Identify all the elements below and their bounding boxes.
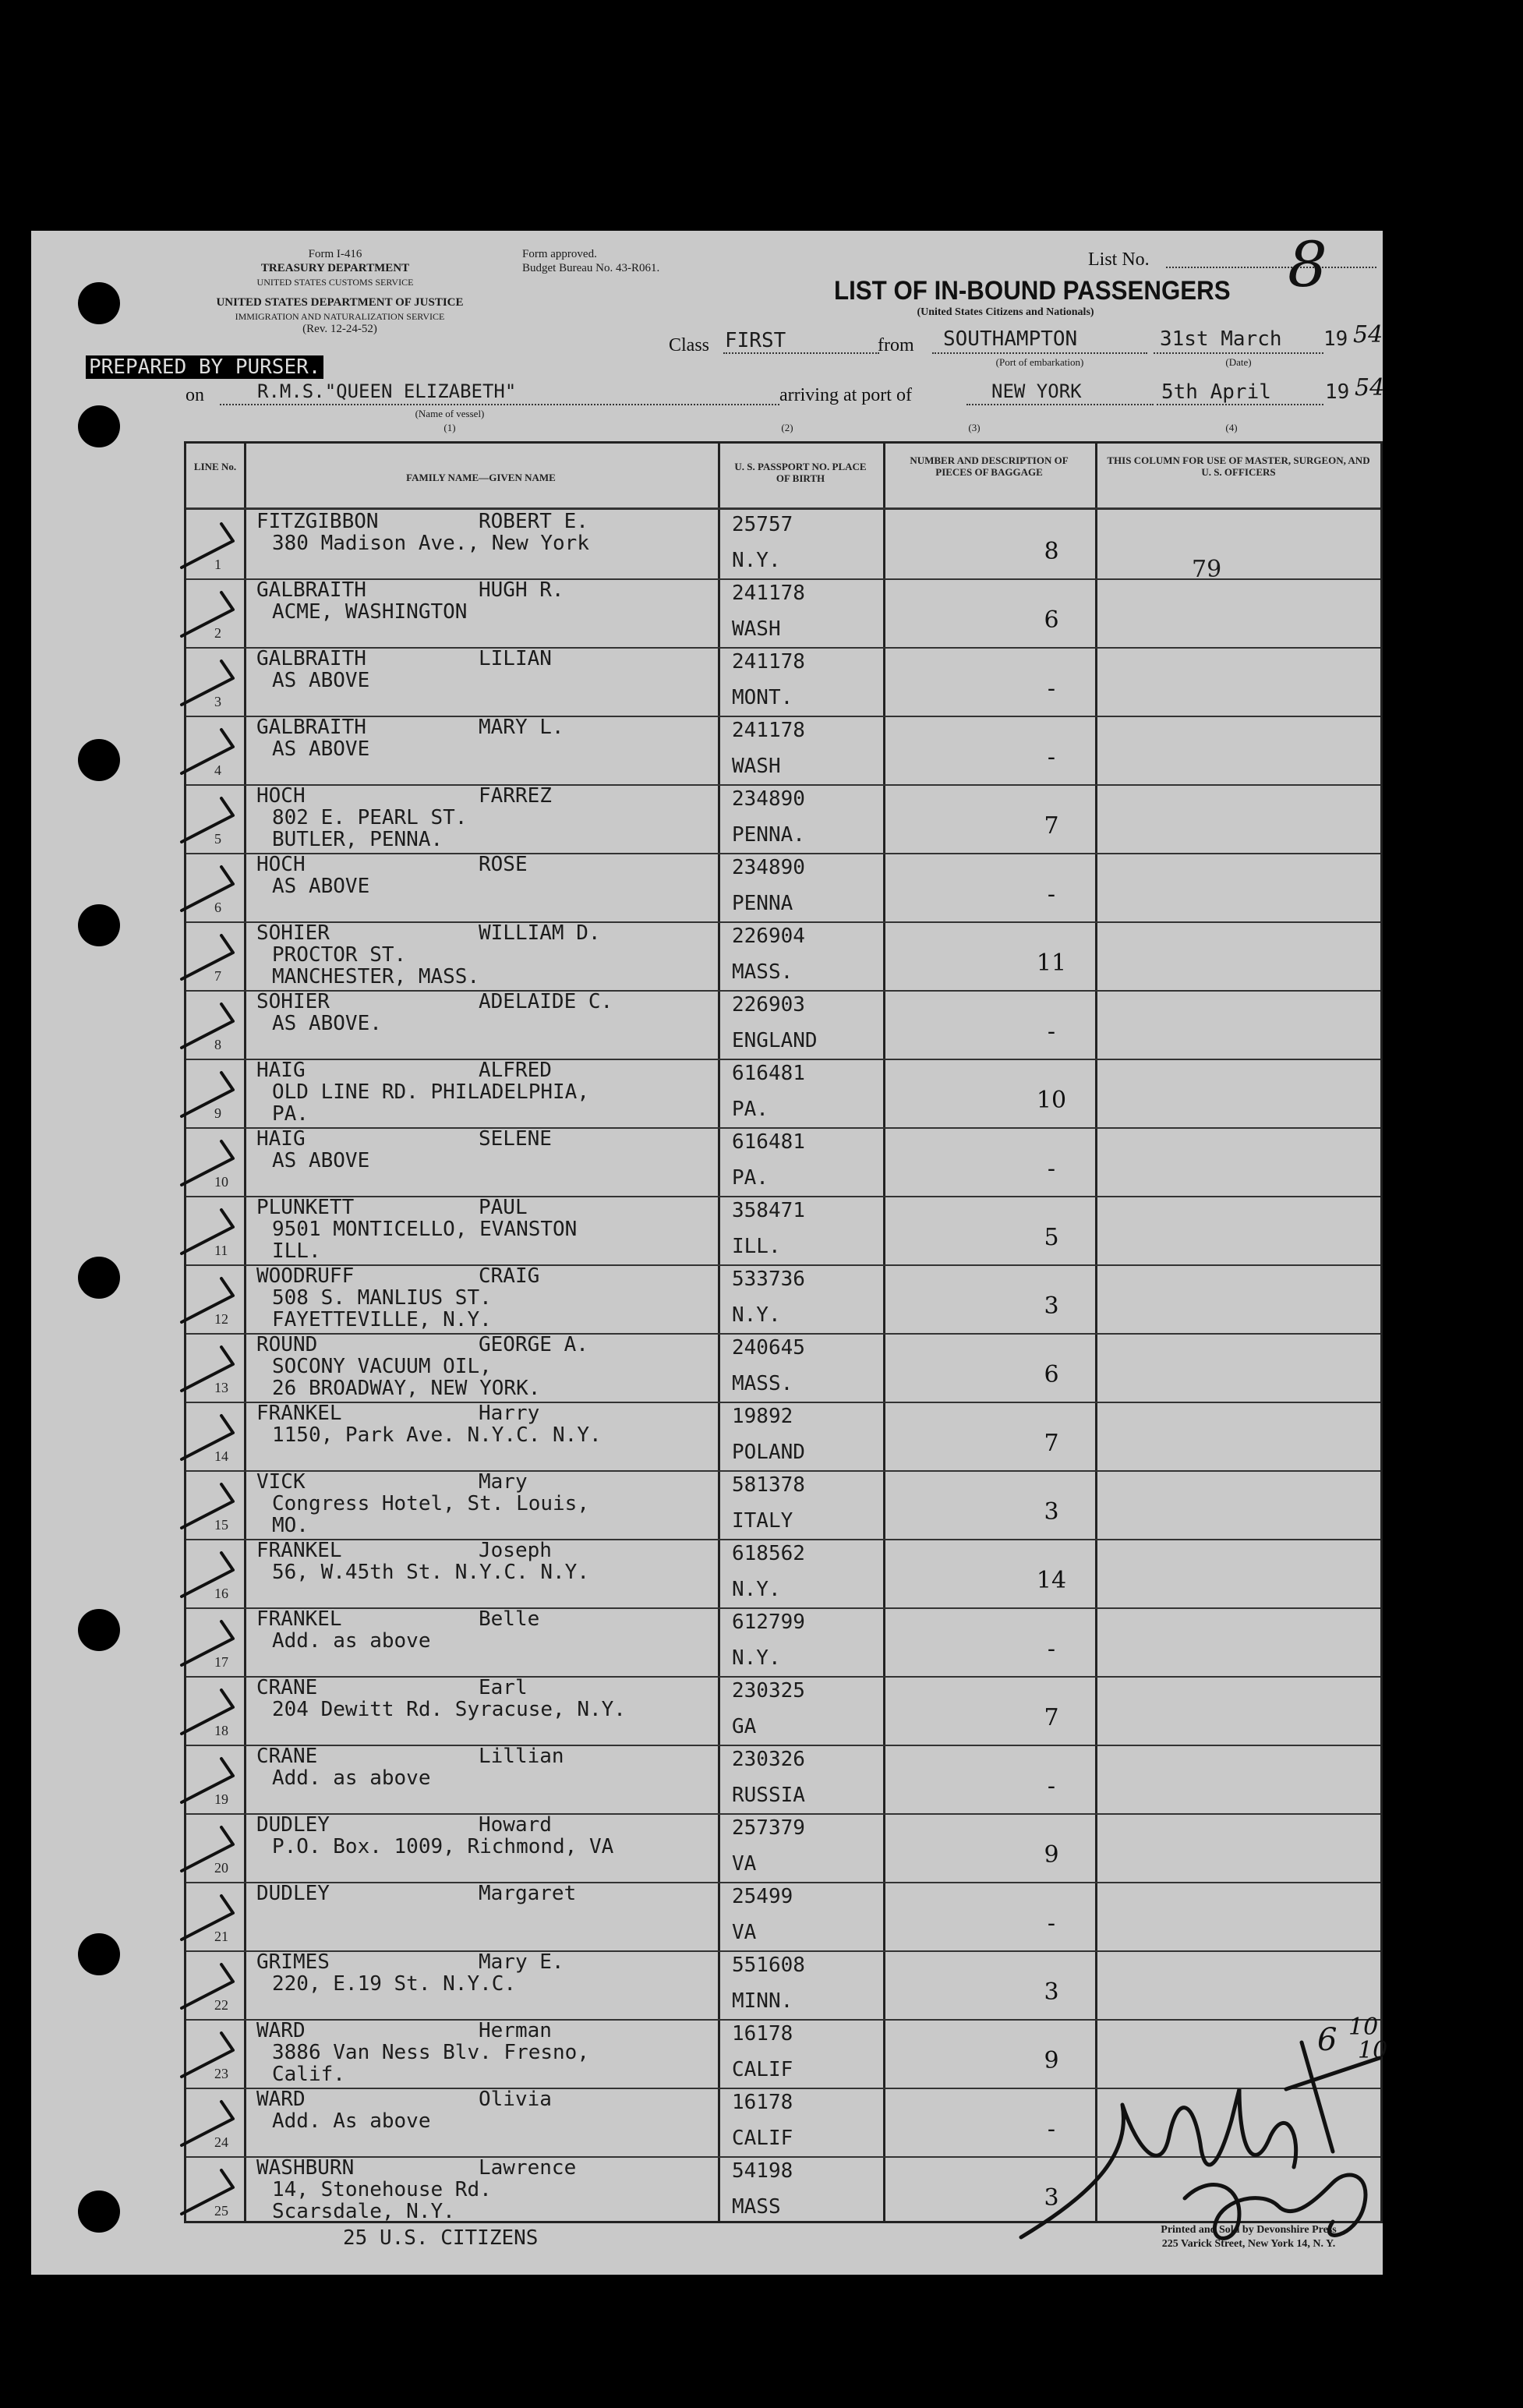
address-line-2: MO. [272, 1514, 309, 1537]
given-name: SELENE [479, 1127, 552, 1151]
address-line-1: AS ABOVE. [272, 1012, 382, 1035]
passport-number: 25757 [732, 513, 793, 536]
table-row [186, 1745, 1380, 1813]
place-of-birth: N.Y. [732, 1303, 781, 1327]
table-row [186, 1333, 1380, 1402]
place-of-birth: N.Y. [732, 1646, 781, 1670]
given-name: FARREZ [479, 784, 552, 808]
printer-line-2: 225 Varick Street, New York 14, N. Y. [1161, 2238, 1336, 2250]
passport-number: 581378 [732, 1473, 805, 1497]
svg-text:6: 6 [1317, 2022, 1337, 2058]
address-line-1: PROCTOR ST. [272, 943, 407, 967]
baggage-count: - [1047, 1773, 1056, 1800]
check-mark-icon [178, 586, 264, 641]
family-name: GALBRAITH [256, 716, 366, 739]
given-name: Margaret [479, 1882, 577, 1905]
column-4-number: (4) [1225, 422, 1238, 433]
list-no-line [1166, 267, 1376, 268]
arrival-date-line [1157, 404, 1323, 405]
line-number: 7 [214, 968, 221, 984]
arriving-label: arriving at port of [779, 385, 912, 405]
check-mark-icon [178, 861, 264, 915]
arrival-port-line [966, 404, 1154, 405]
line-number: 11 [214, 1243, 228, 1258]
table-row [186, 921, 1380, 990]
address-line-1: 1150, Park Ave. N.Y.C. N.Y. [272, 1423, 602, 1447]
list-no-label: List No. [1088, 249, 1150, 270]
given-name: MARY L. [479, 716, 564, 739]
passport-number: 234890 [732, 787, 805, 811]
address-line-1: Congress Hotel, St. Louis, [272, 1492, 589, 1515]
family-name: SOHIER [256, 990, 330, 1013]
header-passport: U. S. PASSPORT NO. PLACE OF BIRTH [734, 461, 867, 484]
table-row [186, 1402, 1380, 1470]
passport-number: 358471 [732, 1199, 805, 1222]
budget-bureau: Budget Bureau No. 43-R061. [522, 262, 660, 274]
address-line-2: Calif. [272, 2063, 345, 2086]
baggage-count: - [1047, 881, 1056, 908]
table-row [186, 1607, 1380, 1676]
vessel-line [220, 404, 779, 405]
passport-number: 241178 [732, 650, 805, 674]
passport-number: 226903 [732, 993, 805, 1017]
family-name: WARD [256, 2088, 306, 2111]
address-line-2: MANCHESTER, MASS. [272, 965, 480, 988]
line-number: 19 [214, 1791, 228, 1807]
given-name: Herman [479, 2019, 552, 2042]
document-title: LIST OF IN-BOUND PASSENGERS [834, 276, 1231, 306]
family-name: CRANE [256, 1676, 318, 1699]
address-line-2: 26 BROADWAY, NEW YORK. [272, 1377, 541, 1400]
table-row [186, 647, 1380, 716]
prepared-by: PREPARED BY PURSER. [86, 355, 323, 379]
address-line-1: OLD LINE RD. PHILADELPHIA, [272, 1080, 589, 1104]
agency-ins: IMMIGRATION AND NATURALIZATION SERVICE [235, 311, 445, 322]
given-name: ROSE [479, 853, 528, 876]
baggage-count: - [1047, 1635, 1056, 1663]
family-name: PLUNKETT [256, 1196, 355, 1219]
punch-hole [78, 2191, 120, 2233]
line-number: 4 [214, 762, 221, 778]
line-number: 5 [214, 831, 221, 847]
check-mark-icon [178, 1066, 264, 1121]
address-line-1: 802 E. PEARL ST. [272, 806, 468, 829]
family-name: FRANKEL [256, 1539, 342, 1562]
family-name: FRANKEL [256, 1607, 342, 1631]
passport-number: 16178 [732, 2091, 793, 2114]
table-row [186, 853, 1380, 921]
master-signature [1005, 1996, 1411, 2253]
officer-note: 79 [1192, 556, 1222, 583]
check-mark-icon [178, 792, 264, 847]
baggage-count: 5 [1044, 1224, 1059, 1251]
passport-number: 533736 [732, 1268, 805, 1291]
table-row [186, 510, 1380, 583]
line-number: 16 [214, 1586, 228, 1601]
place-of-birth: MASS [732, 2195, 781, 2219]
place-of-birth: PENNA. [732, 823, 805, 847]
family-name: GALBRAITH [256, 578, 366, 602]
place-of-birth: MASS. [732, 960, 793, 984]
list-number: 8 [1288, 228, 1327, 301]
family-name: WARD [256, 2019, 306, 2042]
address-line-1: AS ABOVE [272, 669, 370, 692]
punch-hole [78, 1257, 120, 1299]
check-mark-icon [178, 998, 264, 1052]
given-name: Mary E. [479, 1950, 564, 1974]
passport-number: 241178 [732, 582, 805, 605]
line-number: 12 [214, 1311, 228, 1327]
total-citizens: 25 U.S. CITIZENS [343, 2226, 539, 2250]
family-name: GRIMES [256, 1950, 330, 1974]
passport-number: 618562 [732, 1542, 805, 1565]
header-line-no: LINE No. [193, 461, 237, 472]
place-of-birth: CALIF [732, 2127, 793, 2150]
address-line-2: PA. [272, 1102, 309, 1126]
line-number: 25 [214, 2203, 228, 2219]
family-name: VICK [256, 1470, 306, 1494]
line-number: 22 [214, 1997, 228, 2013]
passport-number: 551608 [732, 1954, 805, 1977]
family-name: GALBRAITH [256, 647, 366, 670]
svg-text:10: 10 [1348, 2014, 1379, 2041]
revision-date: (Rev. 12-24-52) [302, 323, 377, 335]
class-value: FIRST [725, 329, 786, 352]
agency-treasury: TREASURY DEPARTMENT [260, 262, 410, 274]
baggage-count: 9 [1044, 1841, 1059, 1869]
address-line-2: Scarsdale, N.Y. [272, 2200, 455, 2223]
family-name: WASHBURN [256, 2156, 355, 2180]
place-of-birth: PA. [732, 1166, 769, 1190]
table-row [186, 1059, 1380, 1127]
baggage-count: 6 [1044, 1361, 1059, 1388]
passport-number: 616481 [732, 1062, 805, 1085]
line-number: 3 [214, 694, 221, 709]
table-row [186, 716, 1380, 784]
address-line-1: P.O. Box. 1009, Richmond, VA [272, 1835, 614, 1858]
baggage-count: - [1047, 744, 1056, 771]
line-number: 15 [214, 1517, 228, 1533]
family-name: DUDLEY [256, 1813, 330, 1837]
passport-number: 612799 [732, 1611, 805, 1634]
date-caption: (Date) [1225, 356, 1252, 368]
arrival-date: 5th April [1161, 380, 1271, 404]
document-subtitle: (United States Citizens and Nationals) [917, 306, 1094, 318]
given-name: Belle [479, 1607, 540, 1631]
baggage-count: 6 [1044, 606, 1059, 634]
table-row [186, 1539, 1380, 1607]
given-name: Olivia [479, 2088, 552, 2111]
table-row [186, 1813, 1380, 1882]
passenger-table [184, 441, 1383, 2223]
family-name: ROUND [256, 1333, 318, 1356]
place-of-birth: WASH [732, 755, 781, 778]
family-name: CRANE [256, 1745, 318, 1768]
address-line-1: 204 Dewitt Rd. Syracuse, N.Y. [272, 1698, 626, 1721]
baggage-count: 3 [1044, 2184, 1059, 2212]
place-of-birth: MONT. [732, 686, 793, 709]
family-name: SOHIER [256, 921, 330, 945]
address-line-1: Add. As above [272, 2109, 431, 2133]
family-name: DUDLEY [256, 1882, 330, 1905]
address-line-1: AS ABOVE [272, 875, 370, 898]
table-row [186, 1882, 1380, 1950]
address-line-1: SOCONY VACUUM OIL, [272, 1355, 492, 1378]
table-row [186, 1196, 1380, 1264]
address-line-1: 508 S. MANLIUS ST. [272, 1286, 492, 1310]
place-of-birth: ITALY [732, 1509, 793, 1533]
punch-hole [78, 1609, 120, 1651]
check-mark-icon [178, 518, 264, 572]
address-line-1: 56, W.45th St. N.Y.C. N.Y. [272, 1561, 589, 1584]
check-mark-icon [178, 929, 264, 984]
agency-customs: UNITED STATES CUSTOMS SERVICE [256, 277, 414, 288]
given-name: ROBERT E. [479, 510, 588, 533]
baggage-count: 3 [1044, 1498, 1059, 1526]
line-number: 6 [214, 900, 221, 915]
place-of-birth: VA [732, 1921, 757, 1944]
class-line [723, 352, 879, 354]
column-1-number: (1) [443, 422, 456, 433]
line-number: 2 [214, 625, 221, 641]
line-number: 18 [214, 1723, 228, 1738]
passport-number: 25499 [732, 1885, 793, 1908]
given-name: ADELAIDE C. [479, 990, 613, 1013]
family-name: FRANKEL [256, 1402, 342, 1425]
address-line-2: ILL. [272, 1239, 321, 1263]
baggage-count: - [1047, 675, 1056, 702]
passport-number: 54198 [732, 2159, 793, 2183]
punch-hole [78, 904, 120, 946]
family-name: HAIG [256, 1059, 306, 1082]
class-label: Class [669, 335, 710, 355]
line-number: 14 [214, 1448, 228, 1464]
line-number: 10 [214, 1174, 228, 1190]
given-name: Earl [479, 1676, 528, 1699]
address-line-1: 9501 MONTICELLO, EVANSTON [272, 1218, 578, 1241]
vessel-name: R.M.S."QUEEN ELIZABETH" [257, 380, 517, 402]
place-of-birth: MASS. [732, 1372, 793, 1395]
table-row [186, 784, 1380, 853]
given-name: HUGH R. [479, 578, 564, 602]
check-mark-icon [178, 723, 264, 778]
address-line-1: Add. as above [272, 1629, 431, 1653]
line-number: 17 [214, 1654, 228, 1670]
line-number: 20 [214, 1860, 228, 1876]
baggage-count: - [1047, 2116, 1056, 2143]
address-line-1: ACME, WASHINGTON [272, 600, 468, 624]
given-name: Joseph [479, 1539, 552, 1562]
baggage-count: 7 [1044, 1430, 1059, 1457]
form-approved: Form approved. [522, 248, 597, 260]
check-mark-icon [178, 655, 264, 709]
embarkation-port: SOUTHAMPTON [943, 327, 1078, 351]
port-caption: (Port of embarkation) [995, 356, 1084, 368]
on-label: on [186, 385, 204, 405]
year-prefix-1: 19 [1323, 327, 1348, 351]
passport-number: 16178 [732, 2022, 793, 2046]
place-of-birth: PENNA [732, 892, 793, 915]
line-number: 23 [214, 2066, 228, 2081]
passport-number: 241178 [732, 719, 805, 742]
baggage-count: - [1047, 1155, 1056, 1183]
vessel-caption: (Name of vessel) [415, 408, 485, 419]
line-number: 1 [214, 557, 221, 572]
table-row [186, 1470, 1380, 1539]
year-1: 54 [1353, 321, 1383, 348]
form-number: Form I-416 [308, 248, 362, 260]
from-label: from [878, 335, 914, 355]
line-number: 8 [214, 1037, 221, 1052]
table-row [186, 990, 1380, 1059]
place-of-birth: N.Y. [732, 549, 781, 572]
address-line-1: 14, Stonehouse Rd. [272, 2178, 492, 2201]
year-2: 54 [1355, 374, 1385, 401]
address-line-1: 220, E.19 St. N.Y.C. [272, 1972, 517, 1996]
passport-number: 226904 [732, 925, 805, 948]
baggage-count: 10 [1036, 1087, 1067, 1114]
given-name: WILLIAM D. [479, 921, 601, 945]
passport-number: 240645 [732, 1336, 805, 1360]
baggage-count: 3 [1044, 1292, 1059, 1320]
column-2-number: (2) [781, 422, 793, 433]
given-name: Lawrence [479, 2156, 577, 2180]
agency-justice: UNITED STATES DEPARTMENT OF JUSTICE [216, 296, 464, 309]
given-name: Mary [479, 1470, 528, 1494]
table-row [186, 578, 1380, 647]
passport-number: 230325 [732, 1679, 805, 1703]
address-line-1: AS ABOVE [272, 1149, 370, 1172]
address-line-2: FAYETTEVILLE, N.Y. [272, 1308, 492, 1331]
place-of-birth: ILL. [732, 1235, 781, 1258]
year-prefix-2: 19 [1325, 380, 1350, 404]
baggage-count: 7 [1044, 812, 1059, 840]
baggage-count: 3 [1044, 1978, 1059, 2006]
baggage-count: - [1047, 1018, 1056, 1045]
baggage-count: 8 [1044, 538, 1059, 565]
address-line-1: 380 Madison Ave., New York [272, 532, 589, 555]
from-line [932, 352, 1147, 354]
baggage-count: 11 [1036, 949, 1067, 977]
family-name: HOCH [256, 853, 306, 876]
date-line [1154, 352, 1323, 354]
passport-number: 234890 [732, 856, 805, 879]
address-line-1: 3886 Van Ness Blv. Fresno, [272, 2041, 589, 2064]
passport-number: 19892 [732, 1405, 793, 1428]
table-row [186, 1676, 1380, 1745]
column-3-number: (3) [968, 422, 981, 433]
place-of-birth: CALIF [732, 2058, 793, 2081]
header-baggage: NUMBER AND DESCRIPTION OF PIECES OF BAGGAGE [910, 454, 1069, 478]
address-line-1: AS ABOVE [272, 737, 370, 761]
printer-line-1: Printed and Sold by Devonshire Press [1161, 2224, 1337, 2236]
line-number: 24 [214, 2134, 228, 2150]
family-name: HAIG [256, 1127, 306, 1151]
place-of-birth: ENGLAND [732, 1029, 818, 1052]
header-officers: THIS COLUMN FOR USE OF MASTER, SURGEON, AND U. S. OFFICERS [1107, 454, 1370, 478]
punch-hole [78, 405, 120, 447]
given-name: GEORGE A. [479, 1333, 588, 1356]
place-of-birth: GA [732, 1715, 757, 1738]
embarkation-date: 31st March [1160, 327, 1282, 351]
given-name: PAUL [479, 1196, 528, 1219]
punch-hole [78, 739, 120, 781]
place-of-birth: MINN. [732, 1989, 793, 2013]
baggage-count: 9 [1044, 2047, 1059, 2074]
given-name: Lillian [479, 1745, 564, 1768]
baggage-count: 7 [1044, 1704, 1059, 1731]
place-of-birth: N.Y. [732, 1578, 781, 1601]
baggage-count: 14 [1036, 1567, 1067, 1594]
given-name: Howard [479, 1813, 552, 1837]
table-row [186, 1127, 1380, 1196]
svg-text:10: 10 [1358, 2037, 1388, 2064]
given-name: ALFRED [479, 1059, 552, 1082]
punch-hole [78, 1933, 120, 1975]
place-of-birth: WASH [732, 617, 781, 641]
place-of-birth: POLAND [732, 1441, 805, 1464]
family-name: FITZGIBBON [256, 510, 379, 533]
baggage-count: - [1047, 1910, 1056, 1937]
address-line-2: BUTLER, PENNA. [272, 828, 443, 851]
given-name: LILIAN [479, 647, 552, 670]
table-row [186, 1264, 1380, 1333]
passport-number: 230326 [732, 1748, 805, 1771]
place-of-birth: RUSSIA [732, 1784, 805, 1807]
arrival-port: NEW YORK [991, 380, 1082, 402]
passport-number: 616481 [732, 1130, 805, 1154]
given-name: CRAIG [479, 1264, 540, 1288]
address-line-1: Add. as above [272, 1766, 431, 1790]
place-of-birth: VA [732, 1852, 757, 1876]
line-number: 21 [214, 1929, 228, 1944]
punch-hole [78, 282, 120, 324]
line-number: 13 [214, 1380, 228, 1395]
line-number: 9 [214, 1105, 221, 1121]
family-name: WOODRUFF [256, 1264, 355, 1288]
place-of-birth: PA. [732, 1098, 769, 1121]
header-name: FAMILY NAME—GIVEN NAME [406, 472, 556, 483]
family-name: HOCH [256, 784, 306, 808]
given-name: Harry [479, 1402, 540, 1425]
passport-number: 257379 [732, 1816, 805, 1840]
